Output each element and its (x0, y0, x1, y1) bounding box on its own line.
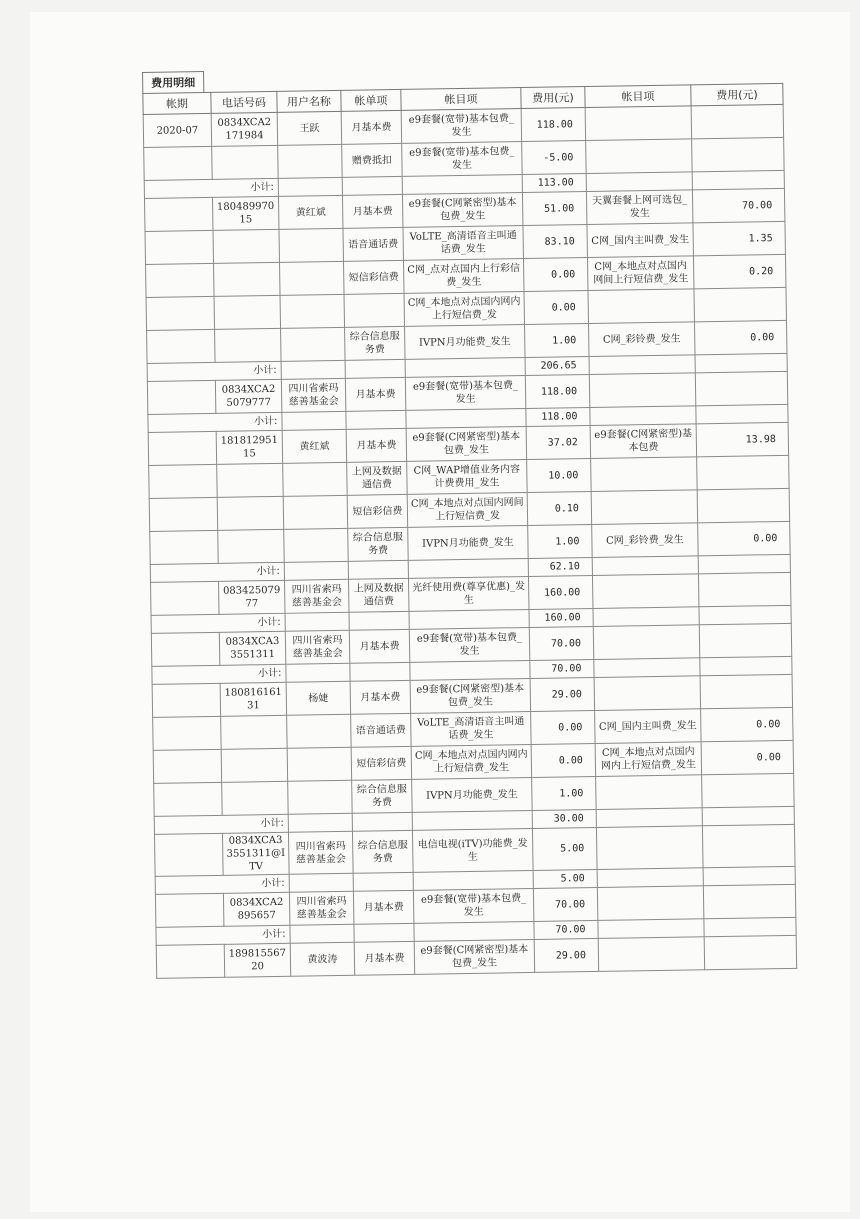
phone-cell (221, 748, 288, 782)
phone-cell (212, 145, 279, 179)
fee-cell: 0.00 (531, 710, 596, 744)
period-cell (152, 683, 221, 717)
period-cell (154, 782, 223, 816)
user-cell: 四川省索玛慈善基金会 (285, 579, 350, 613)
subtotal-label: 小计: (144, 178, 278, 198)
item-cell: IVPN月功能费_发生 (412, 777, 533, 812)
item-cell: 电信电视(iTV)功能费_发生 (412, 828, 533, 872)
subtotal-value: 118.00 (526, 408, 590, 427)
item-cell: C网_WAP增值业务内容计费费用_发生 (407, 460, 528, 495)
bill-item-cell: 上网及数据通信费 (348, 578, 409, 612)
item2-cell: e9套餐(C网紧密型)基本包费 (590, 424, 697, 459)
item-cell: VoLTE_高清语音主叫通话费_发生 (411, 711, 532, 746)
fee-cell: 1.00 (525, 324, 590, 358)
fee-cell: 118.00 (521, 108, 586, 142)
fee-cell: 37.02 (526, 426, 591, 460)
bill-item-cell: 月基本费 (349, 629, 410, 663)
phone-cell: 0834XCA33551311@ITV (222, 832, 289, 875)
fee-cell: 70.00 (529, 626, 594, 660)
empty-cell (282, 411, 346, 430)
fee2-cell (697, 455, 790, 489)
fee-cell: 1.00 (532, 776, 597, 810)
bill-item-cell: 综合信息服务费 (352, 779, 413, 813)
header-bill-item: 帐单项 (341, 89, 401, 111)
phone-cell: 18981556720 (224, 943, 291, 977)
period-cell (154, 833, 223, 876)
empty-cell (352, 812, 412, 831)
bill-item-cell: 综合信息服务费 (345, 326, 406, 360)
fee-cell: 160.00 (528, 575, 593, 609)
item2-cell (591, 490, 698, 525)
period-cell (146, 296, 215, 330)
item2-cell (597, 886, 704, 921)
header-fee: 费用(元) (521, 87, 585, 109)
empty-cell (594, 658, 700, 678)
fee-detail-section (142, 62, 796, 979)
fee2-cell: 0.00 (694, 320, 787, 354)
fee2-cell: 1.35 (693, 221, 786, 255)
user-cell (280, 294, 345, 328)
subtotal-value: 70.00 (530, 659, 594, 678)
header-account-item: 帐目项 (401, 88, 521, 111)
item-cell: e9套餐(C网紧密型)基本包费_发生 (402, 193, 523, 228)
item2-cell (589, 373, 696, 408)
phone-cell: 18048997015 (212, 196, 279, 230)
fee2-cell (692, 137, 785, 171)
empty-cell (598, 919, 704, 939)
subtotal-label: 小计: (154, 814, 288, 834)
phone-cell: 0834XCA2895657 (223, 892, 290, 926)
item2-cell (588, 289, 695, 324)
period-cell (155, 893, 224, 927)
scanned-page (30, 12, 850, 1212)
item2-cell (594, 676, 701, 711)
phone-cell: 08342507977 (219, 580, 286, 614)
empty-cell (285, 612, 349, 631)
empty-cell (345, 359, 405, 378)
bill-item-cell: 短信彩信费 (351, 746, 412, 780)
item-cell: C网_点对点国内上行彩信费_发生 (403, 259, 524, 294)
fee2-cell (702, 824, 795, 867)
empty-cell (699, 605, 791, 624)
empty-cell (412, 810, 532, 830)
item2-cell: C网_国内主叫费_发生 (595, 709, 702, 744)
user-cell (284, 528, 349, 562)
bill-item-cell: 月基本费 (350, 680, 411, 714)
empty-cell (413, 870, 533, 890)
header-account-item-2: 帐目项 (585, 85, 691, 108)
empty-cell (695, 353, 787, 372)
fee2-cell (702, 773, 795, 807)
phone-cell (218, 529, 285, 563)
header-period: 帐期 (143, 92, 211, 114)
period-cell (156, 944, 225, 978)
item2-cell: C网_国内主叫费_发生 (587, 223, 694, 258)
phone-cell: 18081616131 (220, 682, 287, 716)
subtotal-label: 小计: (150, 562, 284, 582)
empty-cell (410, 660, 530, 680)
item2-cell: C网_本地点对点国内网间上行短信费_发生 (587, 256, 694, 291)
header-fee-2: 费用(元) (691, 83, 783, 105)
period-cell: 2020-07 (143, 113, 212, 147)
item-cell: e9套餐(宽带)基本包费_发生 (413, 888, 534, 923)
subtotal-value: 160.00 (529, 608, 593, 627)
fee2-cell (698, 572, 791, 606)
phone-cell: 0834XCA25079777 (215, 379, 282, 413)
fee2-cell: 0.00 (701, 707, 794, 741)
item-cell: C网_本地点对点国内网内上行短信费_发生 (411, 744, 532, 779)
subtotal-label: 小计: (155, 874, 289, 894)
subtotal-value: 113.00 (522, 174, 586, 193)
phone-cell (217, 496, 284, 530)
empty-cell (349, 611, 409, 630)
fee2-cell (700, 674, 793, 708)
item2-cell (598, 937, 705, 972)
user-cell: 王跃 (277, 111, 342, 145)
empty-cell (414, 921, 534, 941)
phone-cell (214, 262, 281, 296)
phone-cell (215, 328, 282, 362)
item2-cell: C网_彩铃费_发生 (589, 322, 696, 357)
empty-cell (348, 560, 408, 579)
bill-item-cell: 月基本费 (346, 428, 407, 462)
subtotal-label: 小计: (147, 361, 281, 381)
bill-item-cell: 短信彩信费 (343, 260, 404, 294)
period-cell (147, 380, 216, 414)
item2-cell (596, 826, 703, 870)
empty-cell (408, 558, 528, 578)
header-user: 用户名称 (277, 90, 341, 112)
user-cell (279, 228, 344, 262)
item-cell: e9套餐(C网紧密型)基本包费_发生 (414, 939, 535, 974)
item-cell: e9套餐(宽带)基本包费_发生 (409, 627, 530, 662)
user-cell: 黄红斌 (278, 195, 343, 229)
period-cell (153, 749, 222, 783)
item2-cell: 天翼套餐上网可选包_发生 (586, 190, 693, 225)
empty-cell (702, 806, 794, 825)
fee2-cell (694, 287, 787, 321)
bill-item-cell: 语音通话费 (343, 227, 404, 261)
item-cell: 光纤使用费(尊享优惠)_发生 (408, 576, 529, 611)
empty-cell (593, 607, 699, 627)
fee2-cell: 13.98 (696, 422, 789, 456)
section-title: 费用明细 (142, 71, 204, 93)
item2-cell (592, 574, 699, 609)
table-body (143, 104, 796, 978)
bill-item-cell: 月基本费 (341, 110, 402, 144)
phone-cell: 0834XCA33551311 (219, 631, 286, 665)
empty-cell (700, 656, 792, 675)
phone-cell: 0834XCA2171984 (211, 112, 278, 146)
fee2-cell: 0.20 (693, 254, 786, 288)
bill-item-cell: 语音通话费 (351, 713, 412, 747)
phone-cell (217, 463, 284, 497)
bill-item-cell: 月基本费 (354, 941, 415, 975)
item-cell: C网_本地点对点国内网内上行短信费_发 (404, 292, 525, 327)
empty-cell (353, 872, 413, 891)
fee-cell: 5.00 (532, 827, 597, 870)
fee-cell: 10.00 (527, 459, 592, 493)
empty-cell (284, 561, 348, 580)
bill-item-cell: 月基本费 (353, 890, 414, 924)
bill-item-cell: 赠费抵扣 (342, 143, 403, 177)
item2-cell: C网_本地点对点国内网内上行短信费_发生 (595, 742, 702, 777)
period-cell (144, 197, 213, 231)
user-cell (283, 462, 348, 496)
item-cell: IVPN月功能费_发生 (408, 525, 529, 560)
empty-cell (406, 409, 526, 429)
empty-cell (350, 662, 410, 681)
fee-cell: 83.10 (523, 225, 588, 259)
empty-cell (692, 170, 784, 189)
period-cell (151, 581, 220, 615)
subtotal-value: 206.65 (525, 357, 589, 376)
empty-cell (281, 360, 345, 379)
user-cell (281, 327, 346, 361)
item-cell: e9套餐(C网紧密型)基本包费_发生 (406, 427, 527, 462)
fee-cell: 29.00 (530, 677, 595, 711)
empty-cell (592, 556, 698, 576)
empty-cell (704, 917, 796, 936)
fee-cell: 1.00 (528, 524, 593, 558)
empty-cell (590, 406, 696, 426)
fee-cell: 0.10 (527, 491, 592, 525)
subtotal-label: 小计: (148, 412, 282, 432)
bill-item-cell: 上网及数据通信费 (347, 461, 408, 495)
subtotal-value: 30.00 (532, 809, 596, 828)
period-cell (148, 431, 217, 465)
subtotal-label: 小计: (156, 925, 290, 945)
user-cell (278, 144, 343, 178)
item2-cell: C网_彩铃费_发生 (592, 523, 699, 558)
fee-cell: 118.00 (525, 375, 590, 409)
empty-cell (698, 554, 790, 573)
item2-cell (591, 457, 698, 492)
user-cell (288, 780, 353, 814)
item-cell: e9套餐(C网紧密型)基本包费_发生 (410, 678, 531, 713)
empty-cell (402, 175, 522, 195)
subtotal-label: 小计: (152, 664, 286, 684)
fee2-cell (695, 371, 788, 405)
item2-cell (593, 625, 700, 660)
user-cell (280, 261, 345, 295)
empty-cell (409, 609, 529, 629)
fee2-cell (704, 935, 797, 969)
phone-cell (221, 715, 288, 749)
period-cell (151, 632, 220, 666)
bill-item-cell (344, 293, 405, 327)
user-cell: 黄波涛 (290, 942, 355, 976)
fee-cell: 51.00 (522, 192, 587, 226)
fee-cell: 70.00 (533, 887, 598, 921)
fee-detail-table (142, 83, 797, 979)
fee2-cell: 0.00 (701, 740, 794, 774)
header-phone: 电话号码 (211, 91, 277, 113)
empty-cell (703, 866, 795, 885)
subtotal-value: 5.00 (533, 869, 597, 888)
period-cell (145, 230, 214, 264)
bill-item-cell: 月基本费 (345, 377, 406, 411)
item-cell: VoLTE_高清语音主叫通话费_发生 (403, 226, 524, 261)
user-cell: 四川省索玛慈善基金会 (289, 891, 354, 925)
phone-cell: 18181295115 (216, 430, 283, 464)
period-cell (150, 530, 219, 564)
empty-cell (589, 355, 695, 375)
fee-cell: 0.00 (524, 291, 589, 325)
period-cell (146, 263, 215, 297)
empty-cell (342, 176, 402, 195)
empty-cell (290, 924, 354, 943)
user-cell: 四川省索玛慈善基金会 (288, 831, 353, 874)
phone-cell (222, 781, 289, 815)
fee2-cell (697, 488, 790, 522)
user-cell (287, 747, 352, 781)
period-cell (147, 329, 216, 363)
fee-cell: -5.00 (522, 141, 587, 175)
fee-cell: 0.00 (531, 743, 596, 777)
user-cell: 四川省索玛慈善基金会 (285, 630, 350, 664)
item-cell: e9套餐(宽带)基本包费_发生 (401, 109, 522, 144)
empty-cell (289, 873, 353, 892)
item2-cell (596, 775, 703, 810)
empty-cell (597, 868, 703, 888)
empty-cell (286, 663, 350, 682)
item2-cell (585, 106, 692, 141)
bill-item-cell: 月基本费 (342, 194, 403, 228)
item-cell: C网_本地点对点国内网间上行短信费_发 (407, 493, 528, 528)
fee2-cell (703, 884, 796, 918)
period-cell (149, 497, 218, 531)
user-cell: 杨婕 (286, 681, 351, 715)
empty-cell (278, 177, 342, 196)
user-cell: 黄红斌 (282, 429, 347, 463)
bill-item-cell: 综合信息服务费 (352, 830, 413, 873)
fee2-cell: 70.00 (692, 188, 785, 222)
phone-cell (213, 229, 280, 263)
empty-cell (354, 923, 414, 942)
item-cell: e9套餐(宽带)基本包费_发生 (402, 142, 523, 177)
empty-cell (596, 808, 702, 828)
item2-cell (586, 139, 693, 174)
bill-item-cell: 综合信息服务费 (348, 527, 409, 561)
fee-cell: 29.00 (534, 938, 599, 972)
empty-cell (696, 404, 788, 423)
subtotal-value: 62.10 (528, 557, 592, 576)
user-cell: 四川省索玛慈善基金会 (281, 378, 346, 412)
bill-item-cell: 短信彩信费 (347, 494, 408, 528)
empty-cell (405, 358, 525, 378)
fee-cell: 0.00 (523, 258, 588, 292)
fee2-cell: 0.00 (698, 521, 791, 555)
item-cell: IVPN月功能费_发生 (405, 325, 526, 360)
period-cell (153, 716, 222, 750)
item-cell: e9套餐(宽带)基本包费_发生 (405, 376, 526, 411)
empty-cell (346, 410, 406, 429)
period-cell (149, 464, 218, 498)
user-cell (287, 714, 352, 748)
user-cell (283, 495, 348, 529)
empty-cell (586, 172, 692, 192)
fee2-cell (691, 104, 784, 138)
empty-cell (288, 813, 352, 832)
phone-cell (214, 295, 281, 329)
subtotal-value: 70.00 (534, 920, 598, 939)
subtotal-label: 小计: (151, 613, 285, 633)
fee2-cell (699, 623, 792, 657)
period-cell (144, 146, 213, 180)
